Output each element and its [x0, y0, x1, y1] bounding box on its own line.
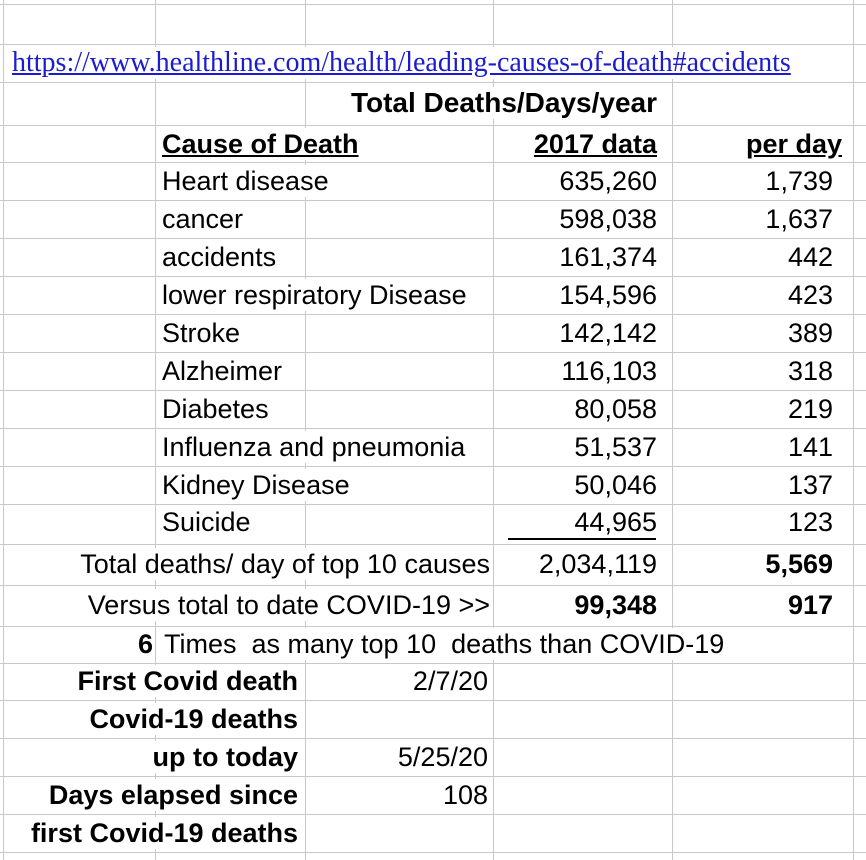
per-day-cell[interactable]: 123 [787, 506, 833, 537]
gridline-h [0, 626, 866, 627]
covid-label[interactable]: Days elapsed since [37, 779, 298, 811]
per-day-cell[interactable]: 389 [787, 317, 833, 348]
multiplier-text[interactable]: Times as many top 10 deaths than COVID-19 [164, 628, 725, 659]
header-cause-of-death[interactable]: Cause of Death [162, 128, 359, 159]
gridline-v [672, 0, 673, 860]
total-label[interactable]: Total deaths/ day of top 10 causes [80, 548, 490, 579]
cause-cell[interactable]: Heart disease [162, 165, 329, 196]
value-cell[interactable]: 80,058 [574, 393, 657, 424]
cause-cell[interactable]: lower respiratory Disease [162, 279, 467, 310]
gridline-h [0, 428, 866, 429]
cause-cell[interactable]: Influenza and pneumonia [162, 431, 466, 462]
gridline-h [0, 44, 866, 45]
covid-value[interactable]: 2/7/20 [412, 665, 488, 696]
gridline-v [3, 0, 4, 860]
gridline-h [0, 162, 866, 163]
value-cell[interactable]: 142,142 [559, 317, 657, 348]
value-cell[interactable]: 50,046 [574, 469, 657, 500]
per-day-cell[interactable]: 442 [787, 241, 833, 272]
value-cell[interactable]: 154,596 [559, 279, 657, 310]
versus-label[interactable]: Versus total to date COVID-19 >> [87, 589, 490, 620]
gridline-h [0, 276, 866, 277]
url-link[interactable]: https://www.healthline.com/health/leading-causes-of-death#accidents [12, 47, 791, 78]
per-day-cell[interactable]: 141 [787, 431, 833, 462]
gridline-h [0, 4, 866, 5]
covid-label[interactable]: First Covid death [65, 665, 298, 697]
total-value[interactable]: 2,034,119 [538, 548, 657, 579]
gridline-h [0, 776, 866, 777]
gridline-h [0, 352, 866, 353]
covid-label[interactable]: up to today [141, 741, 298, 773]
covid-value[interactable]: 5/25/20 [397, 741, 488, 772]
per-day-cell[interactable]: 423 [787, 279, 833, 310]
versus-per-day[interactable]: 917 [787, 589, 833, 620]
cause-cell[interactable]: Diabetes [162, 393, 269, 424]
multiplier-cell[interactable]: 6 [137, 628, 153, 659]
versus-value[interactable]: 99,348 [574, 589, 657, 620]
gridline-h [0, 200, 866, 201]
cause-cell[interactable]: accidents [162, 241, 277, 272]
gridline-h [0, 314, 866, 315]
header-per-day[interactable]: per day [745, 128, 842, 159]
covid-label[interactable]: Covid-19 deaths [77, 703, 298, 735]
gridline-h [0, 852, 866, 853]
per-day-cell[interactable]: 1,739 [765, 165, 833, 196]
gridline-h [0, 238, 866, 239]
gridline-h [0, 663, 866, 664]
gridline-h [0, 82, 866, 83]
gridline-h [0, 544, 866, 545]
gridline-h [0, 390, 866, 391]
gridline-h [0, 504, 866, 505]
gridline-h [0, 466, 866, 467]
cause-cell[interactable]: cancer [162, 203, 244, 234]
gridline-v [493, 0, 494, 860]
value-cell[interactable]: 51,537 [574, 431, 657, 462]
gridline-h [0, 814, 866, 815]
per-day-cell[interactable]: 219 [787, 393, 833, 424]
cause-cell[interactable]: Suicide [162, 506, 251, 537]
value-cell[interactable]: 116,103 [561, 355, 657, 386]
value-cell[interactable]: 598,038 [559, 203, 657, 234]
gridline-h [0, 125, 866, 126]
sheet-title[interactable]: Total Deaths/Days/year [350, 87, 657, 118]
total-per-day[interactable]: 5,569 [765, 548, 833, 579]
covid-label[interactable]: first Covid-19 deaths [19, 817, 298, 849]
gridline-h [0, 738, 866, 739]
per-day-cell[interactable]: 137 [787, 469, 833, 500]
value-cell[interactable]: 44,965 [574, 506, 657, 537]
gridline-h [0, 585, 866, 586]
header-2017-data[interactable]: 2017 data [533, 128, 657, 159]
per-day-cell[interactable]: 1,637 [765, 203, 833, 234]
cause-cell[interactable]: Alzheimer [162, 355, 283, 386]
gridline-h [0, 700, 866, 701]
covid-value[interactable]: 108 [442, 779, 488, 810]
gridline-v [853, 0, 854, 860]
per-day-cell[interactable]: 318 [787, 355, 833, 386]
value-cell[interactable]: 635,260 [559, 165, 657, 196]
sum-underline [508, 538, 656, 540]
cause-cell[interactable]: Stroke [162, 317, 241, 348]
value-cell[interactable]: 161,374 [559, 241, 657, 272]
cause-cell[interactable]: Kidney Disease [162, 469, 350, 500]
